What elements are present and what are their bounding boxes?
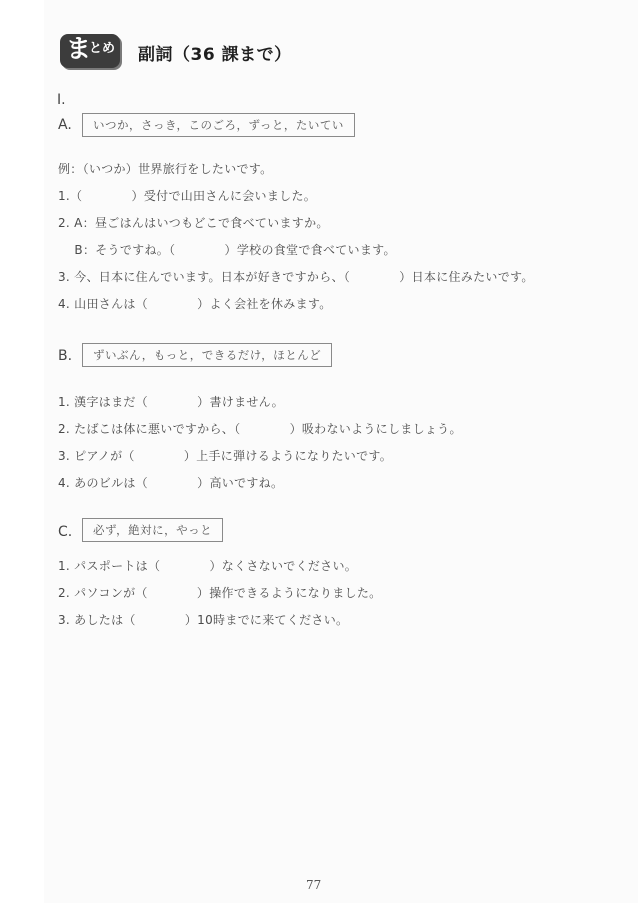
section-c-question-3: 3. あしたは（ ）10時までに来てください。 xyxy=(58,613,349,627)
section-b-label: B. xyxy=(58,348,73,364)
exercise-number: Ⅰ. xyxy=(57,92,66,108)
section-b-question-3: 3. ピアノが（ ）上手に弾けるようになりたいです。 xyxy=(58,449,393,463)
section-c-word-box: 必ず，絶対に，やっと xyxy=(82,518,223,542)
badge-small-chars: とめ xyxy=(89,41,116,56)
section-b-question-4: 4. あのビルは（ ）高いですね。 xyxy=(58,476,284,490)
section-c-label: C. xyxy=(58,524,73,540)
section-a-label: A. xyxy=(58,117,72,133)
section-a-question-2b: B：そうですね。（ ）学校の食堂で食べています。 xyxy=(58,243,396,257)
section-a-question-3: 3. 今、日本に住んでいます。日本が好きですから、（ ）日本に住みたいです。 xyxy=(58,270,534,284)
section-c-question-1: 1. パスポートは（ ）なくさないでください。 xyxy=(58,559,358,573)
page-title: 副詞（36 課まで） xyxy=(138,45,292,65)
section-a-question-2a: 2. A：昼ごはんはいつもどこで食べていますか。 xyxy=(58,216,329,230)
matome-badge xyxy=(60,34,120,68)
section-b-question-2: 2. たばこは体に悪いですから、（ ）吸わないようにしましょう。 xyxy=(58,422,462,436)
section-b-word-box: ずいぶん，もっと，できるだけ，ほとんど xyxy=(82,343,332,367)
section-b-question-1: 1. 漢字はまだ（ ）書けません。 xyxy=(58,395,284,409)
badge-big-char: ま xyxy=(66,34,92,63)
section-c-question-2: 2. パソコンが（ ）操作できるようになりました。 xyxy=(58,586,382,600)
page-number: 77 xyxy=(306,878,322,892)
section-a-question-4: 4. 山田さんは（ ）よく会社を休みます。 xyxy=(58,297,332,311)
section-a-question-1: 1.（ ）受付で山田さんに会いました。 xyxy=(58,189,317,203)
example-sentence: 例：（いつか）世界旅行をしたいです。 xyxy=(58,162,273,176)
section-a-word-box: いつか，さっき，このごろ，ずっと，たいてい xyxy=(82,113,355,137)
